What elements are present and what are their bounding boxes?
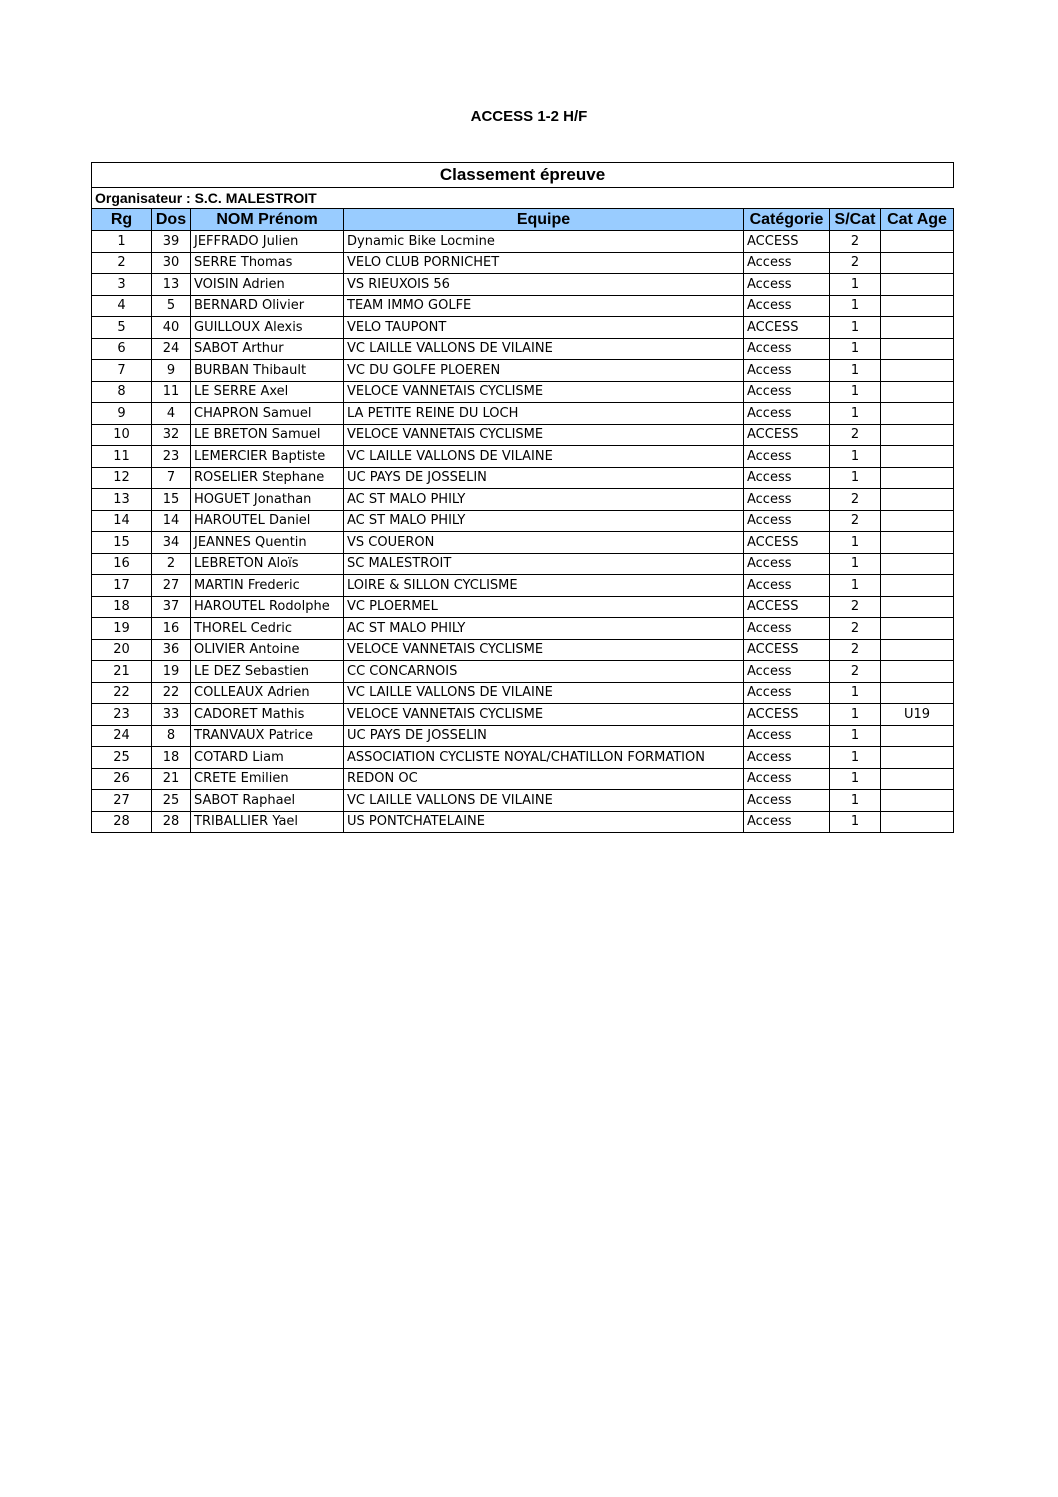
age-category-cell (881, 553, 954, 575)
name-cell: LEBRETON Aloïs (191, 553, 344, 575)
rank-cell: 26 (92, 768, 152, 790)
col-header-team: Equipe (344, 209, 744, 231)
team-cell: SC MALESTROIT (344, 553, 744, 575)
subcategory-cell: 2 (830, 252, 881, 274)
category-cell: Access (744, 575, 830, 597)
subcategory-cell: 1 (830, 467, 881, 489)
rank-cell: 23 (92, 704, 152, 726)
col-header-age-category: Cat Age (881, 209, 954, 231)
category-cell: Access (744, 811, 830, 833)
age-category-cell (881, 768, 954, 790)
rank-cell: 22 (92, 682, 152, 704)
name-cell: SABOT Raphael (191, 790, 344, 812)
team-cell: AC ST MALO PHILY (344, 489, 744, 511)
table-row (92, 295, 954, 317)
rank-cell: 14 (92, 510, 152, 532)
rank-cell: 16 (92, 553, 152, 575)
name-cell: JEANNES Quentin (191, 532, 344, 554)
bib-cell: 9 (152, 360, 191, 382)
bib-cell: 15 (152, 489, 191, 511)
name-cell: LE BRETON Samuel (191, 424, 344, 446)
team-cell: AC ST MALO PHILY (344, 618, 744, 640)
table-row (92, 575, 954, 597)
category-cell: Access (744, 446, 830, 468)
name-cell: SERRE Thomas (191, 252, 344, 274)
category-cell: Access (744, 618, 830, 640)
subcategory-cell: 1 (830, 403, 881, 425)
category-cell: Access (744, 252, 830, 274)
rank-cell: 13 (92, 489, 152, 511)
team-cell: US PONTCHATELAINE (344, 811, 744, 833)
rank-cell: 1 (92, 231, 152, 253)
category-cell: Access (744, 510, 830, 532)
col-header-bib: Dos (152, 209, 191, 231)
bib-cell: 11 (152, 381, 191, 403)
age-category-cell (881, 274, 954, 296)
subcategory-cell: 1 (830, 317, 881, 339)
age-category-cell (881, 317, 954, 339)
table-row (92, 596, 954, 618)
category-cell: Access (744, 725, 830, 747)
table-row (92, 618, 954, 640)
age-category-cell (881, 403, 954, 425)
team-cell: VC PLOERMEL (344, 596, 744, 618)
category-cell: Access (744, 553, 830, 575)
bib-cell: 30 (152, 252, 191, 274)
rank-cell: 27 (92, 790, 152, 812)
bib-cell: 37 (152, 596, 191, 618)
age-category-cell (881, 489, 954, 511)
name-cell: COTARD Liam (191, 747, 344, 769)
rank-cell: 28 (92, 811, 152, 833)
subcategory-cell: 1 (830, 725, 881, 747)
name-cell: THOREL Cedric (191, 618, 344, 640)
team-cell: VC LAILLE VALLONS DE VILAINE (344, 790, 744, 812)
table-row (92, 338, 954, 360)
bib-cell: 21 (152, 768, 191, 790)
subcategory-cell: 1 (830, 532, 881, 554)
name-cell: BURBAN Thibault (191, 360, 344, 382)
team-cell: VS COUERON (344, 532, 744, 554)
bib-cell: 7 (152, 467, 191, 489)
bib-cell: 8 (152, 725, 191, 747)
team-cell: VELOCE VANNETAIS CYCLISME (344, 381, 744, 403)
subcategory-cell: 1 (830, 274, 881, 296)
team-cell: ASSOCIATION CYCLISTE NOYAL/CHATILLON FORMATION (344, 747, 744, 769)
organizer-line: Organisateur : S.C. MALESTROIT (92, 188, 954, 209)
name-cell: HOGUET Jonathan (191, 489, 344, 511)
team-cell: VC LAILLE VALLONS DE VILAINE (344, 682, 744, 704)
rank-cell: 17 (92, 575, 152, 597)
bib-cell: 23 (152, 446, 191, 468)
name-cell: GUILLOUX Alexis (191, 317, 344, 339)
age-category-cell (881, 446, 954, 468)
rank-cell: 9 (92, 403, 152, 425)
team-cell: VELOCE VANNETAIS CYCLISME (344, 639, 744, 661)
name-cell: ROSELIER Stephane (191, 467, 344, 489)
name-cell: MARTIN Frederic (191, 575, 344, 597)
category-cell: ACCESS (744, 704, 830, 726)
bib-cell: 40 (152, 317, 191, 339)
table-row (92, 811, 954, 833)
category-cell: ACCESS (744, 424, 830, 446)
table-row (92, 252, 954, 274)
category-cell: Access (744, 661, 830, 683)
category-cell: Access (744, 403, 830, 425)
age-category-cell (881, 811, 954, 833)
table-row (92, 317, 954, 339)
table-row (92, 381, 954, 403)
age-category-cell (881, 467, 954, 489)
table-caption: Classement épreuve (92, 163, 954, 188)
rank-cell: 21 (92, 661, 152, 683)
category-cell: Access (744, 682, 830, 704)
age-category-cell (881, 338, 954, 360)
subcategory-cell: 1 (830, 553, 881, 575)
age-category-cell (881, 532, 954, 554)
team-cell: Dynamic Bike Locmine (344, 231, 744, 253)
subcategory-cell: 1 (830, 682, 881, 704)
subcategory-cell: 1 (830, 575, 881, 597)
team-cell: TEAM IMMO GOLFE (344, 295, 744, 317)
subcategory-cell: 1 (830, 747, 881, 769)
team-cell: AC ST MALO PHILY (344, 510, 744, 532)
category-cell: Access (744, 338, 830, 360)
subcategory-cell: 2 (830, 510, 881, 532)
column-header-row (92, 209, 954, 231)
team-cell: VELOCE VANNETAIS CYCLISME (344, 704, 744, 726)
team-cell: VC LAILLE VALLONS DE VILAINE (344, 446, 744, 468)
subcategory-cell: 2 (830, 596, 881, 618)
name-cell: VOISIN Adrien (191, 274, 344, 296)
category-cell: ACCESS (744, 532, 830, 554)
table-row (92, 231, 954, 253)
team-cell: VC LAILLE VALLONS DE VILAINE (344, 338, 744, 360)
team-cell: REDON OC (344, 768, 744, 790)
name-cell: OLIVIER Antoine (191, 639, 344, 661)
bib-cell: 36 (152, 639, 191, 661)
bib-cell: 19 (152, 661, 191, 683)
team-cell: VS RIEUXOIS 56 (344, 274, 744, 296)
age-category-cell (881, 575, 954, 597)
bib-cell: 32 (152, 424, 191, 446)
table-row (92, 360, 954, 382)
team-cell: UC PAYS DE JOSSELIN (344, 725, 744, 747)
team-cell: CC CONCARNOIS (344, 661, 744, 683)
age-category-cell (881, 596, 954, 618)
rank-cell: 18 (92, 596, 152, 618)
subcategory-cell: 2 (830, 489, 881, 511)
bib-cell: 16 (152, 618, 191, 640)
bib-cell: 4 (152, 403, 191, 425)
rank-cell: 12 (92, 467, 152, 489)
category-cell: Access (744, 768, 830, 790)
age-category-cell (881, 682, 954, 704)
name-cell: LE SERRE Axel (191, 381, 344, 403)
name-cell: SABOT Arthur (191, 338, 344, 360)
table-row (92, 790, 954, 812)
table-row (92, 532, 954, 554)
age-category-cell (881, 618, 954, 640)
subcategory-cell: 1 (830, 446, 881, 468)
category-cell: Access (744, 360, 830, 382)
category-cell: Access (744, 295, 830, 317)
team-cell: LA PETITE REINE DU LOCH (344, 403, 744, 425)
bib-cell: 28 (152, 811, 191, 833)
name-cell: CADORET Mathis (191, 704, 344, 726)
category-cell: ACCESS (744, 231, 830, 253)
category-cell: Access (744, 790, 830, 812)
name-cell: CHAPRON Samuel (191, 403, 344, 425)
subcategory-cell: 2 (830, 231, 881, 253)
rank-cell: 10 (92, 424, 152, 446)
category-cell: ACCESS (744, 596, 830, 618)
subcategory-cell: 1 (830, 811, 881, 833)
age-category-cell (881, 639, 954, 661)
rank-cell: 25 (92, 747, 152, 769)
rank-cell: 15 (92, 532, 152, 554)
subcategory-cell: 1 (830, 360, 881, 382)
table-row (92, 424, 954, 446)
bib-cell: 33 (152, 704, 191, 726)
age-category-cell (881, 725, 954, 747)
age-category-cell (881, 360, 954, 382)
rank-cell: 19 (92, 618, 152, 640)
table-row (92, 682, 954, 704)
rank-cell: 24 (92, 725, 152, 747)
bib-cell: 22 (152, 682, 191, 704)
team-cell: VELOCE VANNETAIS CYCLISME (344, 424, 744, 446)
table-row (92, 510, 954, 532)
table-row (92, 403, 954, 425)
table-row (92, 768, 954, 790)
col-header-category: Catégorie (744, 209, 830, 231)
bib-cell: 13 (152, 274, 191, 296)
category-cell: Access (744, 467, 830, 489)
rank-cell: 4 (92, 295, 152, 317)
age-category-cell (881, 295, 954, 317)
subcategory-cell: 1 (830, 295, 881, 317)
bib-cell: 18 (152, 747, 191, 769)
subcategory-cell: 2 (830, 618, 881, 640)
subcategory-cell: 2 (830, 661, 881, 683)
age-category-cell: U19 (881, 704, 954, 726)
team-cell: VELO TAUPONT (344, 317, 744, 339)
bib-cell: 27 (152, 575, 191, 597)
bib-cell: 25 (152, 790, 191, 812)
bib-cell: 2 (152, 553, 191, 575)
name-cell: JEFFRADO Julien (191, 231, 344, 253)
age-category-cell (881, 747, 954, 769)
category-cell: Access (744, 274, 830, 296)
table-row (92, 446, 954, 468)
name-cell: LEMERCIER Baptiste (191, 446, 344, 468)
name-cell: LE DEZ Sebastien (191, 661, 344, 683)
category-cell: Access (744, 747, 830, 769)
category-cell: Access (744, 489, 830, 511)
name-cell: CRETE Emilien (191, 768, 344, 790)
bib-cell: 24 (152, 338, 191, 360)
name-cell: HAROUTEL Rodolphe (191, 596, 344, 618)
bib-cell: 14 (152, 510, 191, 532)
col-header-subcategory: S/Cat (830, 209, 881, 231)
category-cell: ACCESS (744, 317, 830, 339)
team-cell: UC PAYS DE JOSSELIN (344, 467, 744, 489)
rank-cell: 2 (92, 252, 152, 274)
table-row (92, 553, 954, 575)
age-category-cell (881, 424, 954, 446)
table-row (92, 274, 954, 296)
rank-cell: 7 (92, 360, 152, 382)
rank-cell: 5 (92, 317, 152, 339)
bib-cell: 34 (152, 532, 191, 554)
subcategory-cell: 2 (830, 639, 881, 661)
rank-cell: 3 (92, 274, 152, 296)
rank-cell: 8 (92, 381, 152, 403)
name-cell: BERNARD Olivier (191, 295, 344, 317)
subcategory-cell: 1 (830, 790, 881, 812)
results-table (91, 162, 954, 833)
subcategory-cell: 2 (830, 424, 881, 446)
name-cell: COLLEAUX Adrien (191, 682, 344, 704)
name-cell: HAROUTEL Daniel (191, 510, 344, 532)
age-category-cell (881, 661, 954, 683)
team-cell: VC DU GOLFE PLOEREN (344, 360, 744, 382)
col-header-rank: Rg (92, 209, 152, 231)
age-category-cell (881, 381, 954, 403)
bib-cell: 39 (152, 231, 191, 253)
team-cell: LOIRE & SILLON CYCLISME (344, 575, 744, 597)
age-category-cell (881, 252, 954, 274)
bib-cell: 5 (152, 295, 191, 317)
category-cell: Access (744, 381, 830, 403)
rank-cell: 6 (92, 338, 152, 360)
rank-cell: 11 (92, 446, 152, 468)
table-row (92, 704, 954, 726)
category-cell: ACCESS (744, 639, 830, 661)
subcategory-cell: 1 (830, 338, 881, 360)
rank-cell: 20 (92, 639, 152, 661)
subcategory-cell: 1 (830, 381, 881, 403)
name-cell: TRIBALLIER Yael (191, 811, 344, 833)
table-row (92, 725, 954, 747)
table-row (92, 489, 954, 511)
age-category-cell (881, 510, 954, 532)
name-cell: TRANVAUX Patrice (191, 725, 344, 747)
table-row (92, 661, 954, 683)
subcategory-cell: 1 (830, 768, 881, 790)
age-category-cell (881, 231, 954, 253)
table-row (92, 639, 954, 661)
age-category-cell (881, 790, 954, 812)
col-header-name: NOM Prénom (191, 209, 344, 231)
team-cell: VELO CLUB PORNICHET (344, 252, 744, 274)
subcategory-cell: 1 (830, 704, 881, 726)
table-row (92, 467, 954, 489)
page-title: ACCESS 1-2 H/F (470, 108, 588, 125)
table-row (92, 747, 954, 769)
